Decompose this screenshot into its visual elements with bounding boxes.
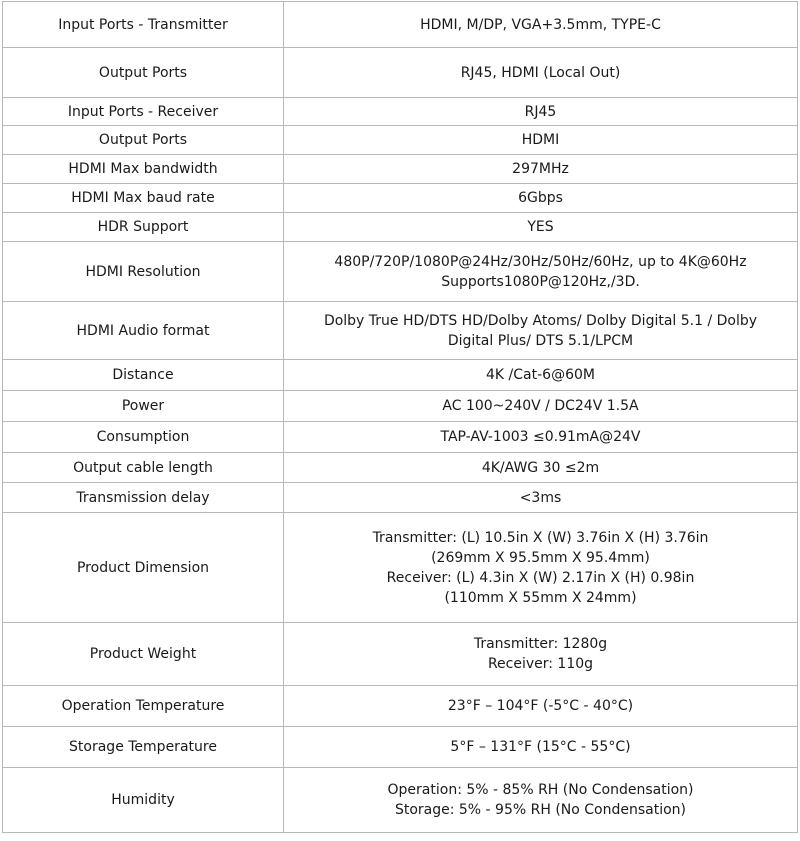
spec-row: [3, 422, 798, 453]
spec-value: [284, 453, 798, 483]
spec-value-line: Digital Plus/ DTS 5.1/LPCM: [447, 332, 634, 349]
spec-table-body: [3, 2, 798, 833]
spec-row: [3, 184, 798, 213]
spec-value: [284, 155, 798, 184]
spec-row: [3, 391, 798, 422]
spec-value: [284, 98, 798, 126]
spec-value-line: 4K/AWG 30 ≤2m: [481, 459, 600, 476]
spec-label: Operation Temperature: [3, 686, 284, 727]
spec-value: [284, 213, 798, 242]
spec-label: Output cable length: [3, 453, 284, 483]
spec-row: [3, 727, 798, 768]
spec-value: [284, 727, 798, 768]
spec-value-line: RJ45: [524, 103, 557, 120]
spec-row: [3, 2, 798, 48]
spec-value-line: RJ45, HDMI (Local Out): [460, 64, 621, 81]
spec-value-line: Operation: 5% - 85% RH (No Condensation): [387, 782, 694, 798]
spec-label: Output Ports: [3, 48, 284, 98]
spec-row: [3, 48, 798, 98]
spec-value: [284, 2, 798, 48]
spec-value-line: Receiver: (L) 4.3in X (W) 2.17in X (H) 0.98in: [386, 569, 695, 586]
spec-row: [3, 768, 798, 833]
spec-value-line: 5°F – 131°F (15°C - 55°C): [450, 739, 631, 755]
spec-value: [284, 623, 798, 686]
spec-value-line: Supports1080P@120Hz,/3D.: [441, 273, 640, 290]
spec-row: [3, 213, 798, 242]
spec-table: [2, 1, 798, 833]
spec-row: [3, 513, 798, 623]
spec-value-line: Transmitter: (L) 10.5in X (W) 3.76in X (H) 3.76in: [372, 529, 709, 546]
spec-value-line: (269mm X 95.5mm X 95.4mm): [431, 549, 650, 566]
spec-label: Consumption: [3, 422, 284, 453]
spec-value-line: <3ms: [519, 489, 562, 506]
spec-value: [284, 242, 798, 302]
spec-label: HDMI Resolution: [3, 242, 284, 302]
spec-label: Storage Temperature: [3, 727, 284, 768]
spec-value-line: 6Gbps: [518, 190, 563, 206]
spec-label: HDR Support: [3, 213, 284, 242]
spec-label: Transmission delay: [3, 483, 284, 513]
spec-value-line: TAP-AV-1003 ≤0.91mA@24V: [440, 429, 641, 445]
spec-label: Output Ports: [3, 126, 284, 155]
spec-value: [284, 184, 798, 213]
spec-value: [284, 686, 798, 727]
spec-label: Product Weight: [3, 623, 284, 686]
spec-value-line: HDMI: [521, 132, 560, 148]
spec-label: HDMI Max bandwidth: [3, 155, 284, 184]
spec-value: [284, 360, 798, 391]
spec-value-line: Transmitter: 1280g: [473, 636, 608, 652]
spec-value: [284, 483, 798, 513]
spec-value-line: Storage: 5% - 95% RH (No Condensation): [394, 802, 687, 818]
spec-value-line: HDMI, M/DP, VGA+3.5mm, TYPE-C: [420, 16, 661, 33]
spec-value: [284, 513, 798, 623]
spec-row: [3, 623, 798, 686]
spec-value-line: YES: [527, 219, 554, 235]
spec-value-line: AC 100~240V / DC24V 1.5A: [442, 398, 639, 414]
spec-label: Humidity: [3, 768, 284, 833]
spec-value-line: Receiver: 110g: [487, 656, 594, 672]
spec-row: [3, 483, 798, 513]
spec-row: [3, 302, 798, 360]
spec-row: [3, 126, 798, 155]
spec-row: [3, 360, 798, 391]
spec-value-line: 4K /Cat-6@60M: [486, 367, 595, 383]
spec-label: Input Ports - Receiver: [3, 98, 284, 126]
spec-row: [3, 686, 798, 727]
spec-value: [284, 126, 798, 155]
spec-label: HDMI Max baud rate: [3, 184, 284, 213]
spec-value-line: Dolby True HD/DTS HD/Dolby Atoms/ Dolby Digital 5.1 / Dolby: [323, 312, 758, 329]
spec-label: Power: [3, 391, 284, 422]
spec-value: [284, 768, 798, 833]
spec-label: Distance: [3, 360, 284, 391]
spec-value-line: 480P/720P/1080P@24Hz/30Hz/50Hz/60Hz, up to 4K@60Hz: [334, 253, 747, 270]
spec-row: [3, 155, 798, 184]
spec-value-line: (110mm X 55mm X 24mm): [444, 589, 637, 606]
spec-row: [3, 98, 798, 126]
spec-row: [3, 453, 798, 483]
spec-label: HDMI Audio format: [3, 302, 284, 360]
spec-label: Product Dimension: [3, 513, 284, 623]
spec-row: [3, 242, 798, 302]
spec-value-line: 297MHz: [512, 161, 569, 177]
spec-value: [284, 422, 798, 453]
spec-value-line: 23°F – 104°F (-5°C - 40°C): [447, 698, 634, 714]
spec-value: [284, 48, 798, 98]
spec-label: Input Ports - Transmitter: [3, 2, 284, 48]
spec-value: [284, 391, 798, 422]
spec-value: [284, 302, 798, 360]
